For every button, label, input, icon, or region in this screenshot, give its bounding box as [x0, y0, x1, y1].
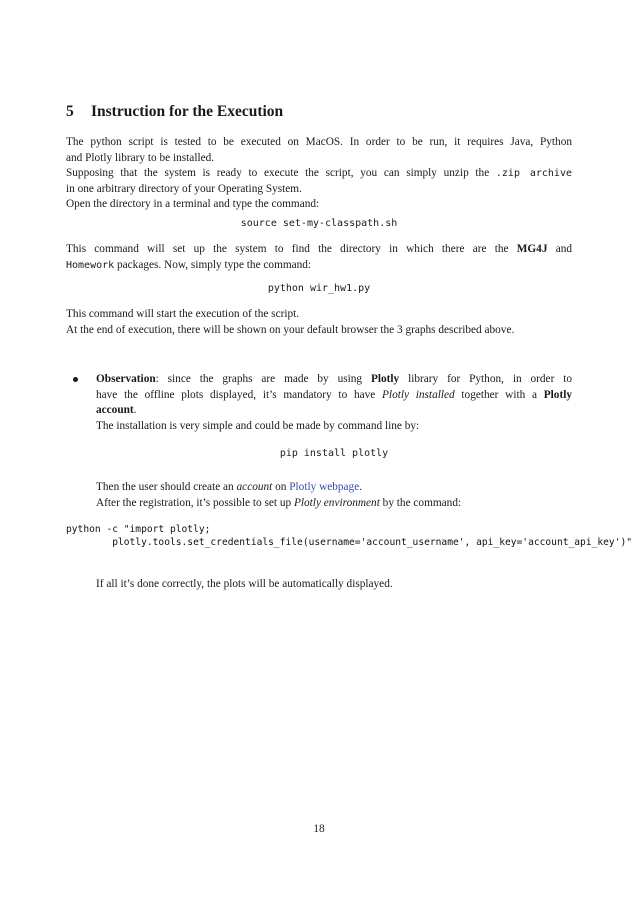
final-note	[96, 577, 572, 593]
code-line-2: plotly.tools.set_credentials_file(username='account_username', api_key='account_api_key')"	[66, 537, 633, 548]
observation-label: Observation	[96, 373, 156, 385]
final-line: If all it’s done correctly, the plots will be automatically displayed.	[96, 578, 393, 590]
intro-line-3: Supposing that the system is ready to execute the script, you can simply unzip the .zip archive	[66, 167, 572, 180]
section-number: 5	[66, 103, 74, 120]
obs-line-6: After the registration, it’s possible to set up Plotly environment by the command:	[96, 496, 462, 509]
intro-line-2: and Plotly library to be installed.	[66, 151, 215, 164]
observation-text	[96, 372, 572, 434]
command-pip-install: pip install plotly	[279, 448, 389, 459]
start-line-1: This command will start the execution of the script.	[66, 308, 300, 320]
intro-line-4: in one arbitrary directory of your Operating System.	[66, 182, 302, 195]
obs-line-5: Then the user should create an account on Plotly webpage.	[96, 481, 363, 493]
setup-line-2: Homework packages. Now, simply type the command:	[66, 258, 312, 271]
command-classpath: source set-my-classpath.sh	[240, 218, 398, 229]
obs-line-4: The installation is very simple and could be made by command line by:	[96, 419, 420, 432]
command-run-script: python wir_hw1.py	[267, 283, 371, 294]
setup-line-1: This command will set up the system to find the directory in which there are the MG4J and	[66, 243, 573, 255]
mg4j-bold: MG4J	[516, 243, 548, 255]
zip-archive-code: .zip archive	[495, 168, 572, 180]
homework-code: Homework	[66, 259, 115, 271]
setup-paragraph	[66, 242, 572, 273]
obs-line-2: have the offline plots displayed, it’s mandatory to have Plotly installed together with a Plotly	[96, 388, 572, 401]
start-line-2: At the end of execution, there will be shown on your default browser the 3 graphs described above.	[66, 323, 515, 336]
section-heading	[66, 103, 283, 121]
intro-line-5: Open the directory in a terminal and type the command:	[66, 198, 320, 211]
credentials-code-block	[66, 523, 632, 549]
intro-paragraph	[66, 135, 572, 213]
section-title: Instruction for the Execution	[91, 103, 284, 120]
obs-line-3: account.	[96, 404, 137, 417]
plotly-webpage-link[interactable]: Plotly webpage	[289, 481, 360, 493]
intro-line-1: The python script is tested to be executed on MacOS. In order to be run, it requires Java, Python	[66, 136, 572, 148]
bullet-icon	[73, 377, 78, 382]
registration-text	[96, 480, 572, 511]
obs-line-1: Observation: since the graphs are made by using Plotly library for Python, in order to	[96, 373, 572, 385]
code-line-1: python -c "import plotly;	[66, 524, 211, 535]
page-number: 18	[313, 823, 325, 835]
start-paragraph	[66, 307, 572, 338]
